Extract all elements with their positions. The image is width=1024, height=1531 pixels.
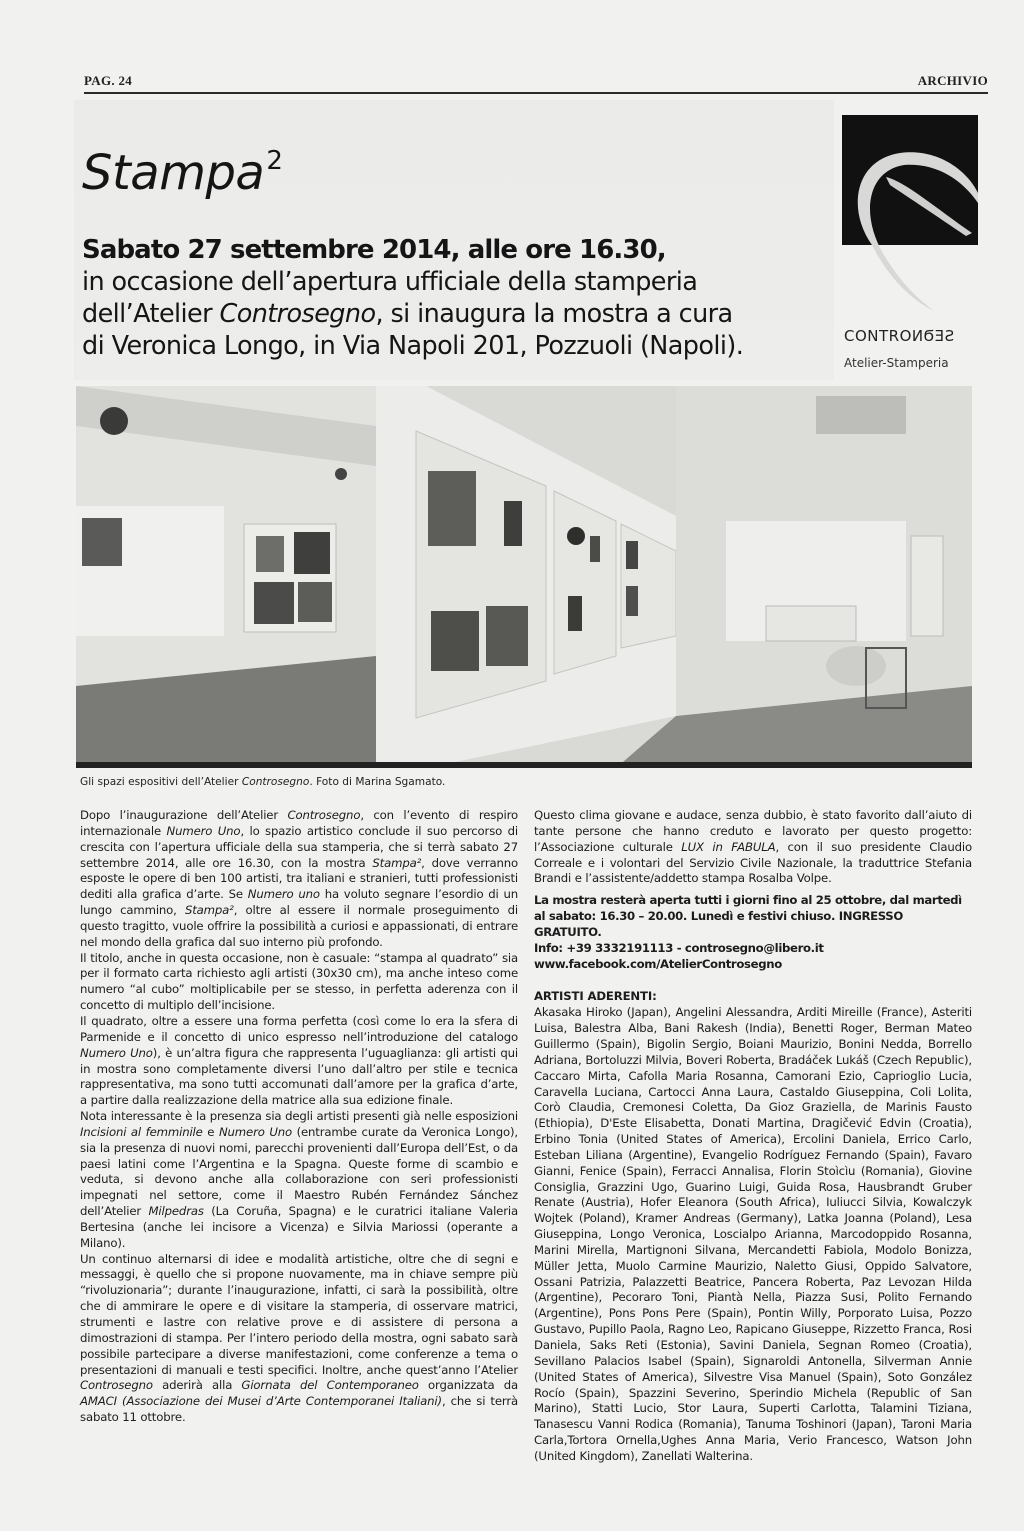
controsegno-logo xyxy=(840,113,990,375)
italic-run: Giornata del Contemporaneo xyxy=(241,1378,419,1393)
lead-line-3-italic: Controsegno xyxy=(219,299,376,329)
italic-run: Incisioni al femminile xyxy=(80,1124,203,1139)
text-run: , con il suo presidente Claudio Correale e i volontari del Servizio Civile Nazionale, la traduttrice Stefania Brandi e l’assistente/addetto stampa Rosalba Volpe. xyxy=(534,839,972,886)
italic-run: AMACI (Associazione dei Musei d’Arte Contemporanei Italiani) xyxy=(80,1394,442,1409)
lead-date-line: Sabato 27 settembre 2014, alle ore 16.30, xyxy=(82,235,666,265)
italic-run: Milpedras xyxy=(148,1204,204,1219)
caption-text-a: Gli spazi espositivi dell’Atelier xyxy=(80,776,242,788)
text-run: , dove verranno esposte le opere di ben 100 artisti, tra italiani e stranieri, tutti professionisti dediti alla grafica d’arte. Se xyxy=(80,855,518,902)
text-run: Dopo l’inaugurazione dell’Atelier xyxy=(80,808,288,822)
title-superscript: 2 xyxy=(266,146,283,177)
italic-run: Numero Uno xyxy=(166,823,241,838)
italic-run: Numero uno xyxy=(247,887,320,902)
text-run: , oltre al essere il normale proseguimento di questo tragitto, vuole offrire la possibilità a curiosi e appassionati, di entrare nel mondo della grafica dal suo interno più profondo. xyxy=(80,903,518,949)
logo-subtitle: Atelier-Stamperia xyxy=(844,356,949,370)
artists-list: Akasaka Hiroko (Japan), Angelini Alessandra, Arditi Mireille (France), Asteriti Luisa, Balestra Alba, Bani Rakesh (India), Benetti Roger, Berman Mateo Guillermo (Spain), Bigolin Sergio, Boiani Maurizio, Bonini Nedda, Borrello Adriana, Bortoluzzi Milvia, Boveri Roberta, Bradáček Lukáš (Czech Republic), Caccaro Mirta, Cafolla Maria Rosanna, Camorani Ezio, Caprioglio Lucia, Caravella Luciana, Cartocci Anna Laura, Castaldo Giuseppina, Coli Lolita, Corò Claudia, Cremonesi Coletta, Da Gioz Graziella, de Marinis Fausto (Ethiopia), D'Este Elisabetta, Donati Martina, Dragičević Edvin (Croatia), Erbino Tonia (United States of America), Ercolini Daniela, Errico Carlo, Esteban Liliana (Argentine), Evangelio Rodríguez Fernando (Spain), Favaro Gianni, Fenice (Spain), Ferracci Annalisa, Florin Stoìcìu (Romania), Giovine Consiglia, Grazzini Ugo, Guarino Luigi, Guida Rosa, Hausbrandt Gruber Renate (Austria), Hofer Eleanora (South Africa), Iuliucci Silvia, Kowalczyk Wojtek (Poland), Kramer Andreas (Germany), Latka Joanna (Poland), Lesa Giuseppina, Longo Veronica, Loscialpo Arianna, Marcodoppido Rosanna, Marini Mirella, Martignoni Silvana, Mercandetti Fabiola, Modolo Bonizza, Müller Jetta, Muolo Carmine Maurizio, Naletto Giusi, Oppido Salvatore, Ossani Patrizia, Palazzetti Beatrice, Pancera Roberta, Paz Levozan Hilda (Argentine), Pecoraro Toni, Piantà Nella, Piazza Susi, Polito Fernando (Argentine), Pons Pons Pere (Spain), Pontin Willy, Porporato Luisa, Pozzo Gustavo, Pupillo Paola, Ragno Leo, Rapicano Giuseppe, Rizzetto Franca, Rosi Daniela, Saks Reti (Estonia), Savini Daniela, Segnan Romeo (Croatia), Sevillano Palacios Isabel (Spain), Signaroldi Antonella, Silverman Annie (United States of America), Silvestre Visa Manuel (Spain), Soto González Rocío (Spain), Spazzini Severino, Sperindio Michela (Republic of San Marino), Statti Lucio, Stor Laura, Superti Carlotta, Talamini Tiziana, Tanasescu Vanni Rodica (Romania), Tanuma Toshinori (Japan), Taroni Maria Carla,Tortora Ornella,Ughes Anna Maria, Verio Francesco, Watson John (United Kingdom), Zanellati Walterina. xyxy=(534,1005,972,1463)
text-run: organizzata da xyxy=(418,1378,518,1393)
text-run: Il quadrato, oltre a essere una forma perfetta (così come lo era la sfera di Parmenide e il concetto di unico espresso nell’introduzione del catalogo xyxy=(80,1013,518,1044)
italic-run: Controsegno xyxy=(287,808,361,822)
logo-name: CONTROИϬƎƧ xyxy=(844,327,955,345)
article-right-column xyxy=(534,808,972,1465)
opening-hours: La mostra resterà aperta tutti i giorni fino al 25 ottobre, dal martedì al sabato: 16.30 – 20.00. Lunedì e festivi chiuso. INGRESSO GRATUITO. xyxy=(534,893,962,939)
text-run: aderirà alla xyxy=(152,1378,242,1393)
text-run: ha voluto segnare l’esordio di un lungo cammino, xyxy=(80,887,518,918)
contact-info[interactable]: Info: +39 3332191113 - controsegno@libero.it xyxy=(534,940,824,955)
article-left-column xyxy=(80,808,518,1426)
lead-paragraph xyxy=(82,234,822,362)
text-run: Il titolo, anche in questa occasione, non è casuale: “stampa al quadrato” sia per il formato carta richiesto agli artisti (30x30 cm), ma anche inteso come numero “al cubo” moltiplicabile per se stesso, in perfetta aderenza con il concetto di multiplo dell’incisione. xyxy=(80,950,518,1013)
italic-run: Numero Uno xyxy=(218,1124,292,1139)
page-header xyxy=(84,68,988,94)
gallery-photo-image xyxy=(76,386,972,768)
paragraph xyxy=(80,1252,518,1426)
text-run: (La Coruña, Spagna) e le curatrici italiane Valeria Bertesina (anche lei incisore a Vicenza) e Silvia Mariossi (operante a Milano). xyxy=(80,1204,518,1250)
exhibition-info xyxy=(534,893,972,972)
text-run: ), è un’altra figura che rappresenta l’uguaglianza: gli artisti qui in mostra sono completamente diversi l’uno dall’altro per stile e tecnica rappresentativa, ma sono tutti accomunati dall’amore per la grafica d’arte, a partire dalla realizzazione della matrice alla sua edizione finale. xyxy=(80,1045,518,1108)
text-run: , lo spazio artistico conclude il suo percorso di crescita con l’apertura ufficiale della sua stamperia, che si terrà sabato 27 settembre 2014, alle ore 16.30, con la mostra xyxy=(80,823,518,870)
italic-run: Controsegno xyxy=(80,1378,153,1393)
facebook-link[interactable]: www.facebook.com/AtelierControsegno xyxy=(534,956,782,971)
italic-run: Numero Uno xyxy=(80,1045,153,1060)
lead-line-3a: dell’Atelier xyxy=(82,299,220,329)
text-run: Un continuo alternarsi di idee e modalità artistiche, oltre che di segni e messaggi, è quello che si propone nuovamente, ma in chiave sempre più “rivoluzionaria”; durante l’inaugurazione, infatti, ci sarà la possibilità, oltre che di ammirare le opere e di visitare la stamperia, di osservare matrici, strumenti e lastre con relative prove e di assistere di persona a dimostrazioni di stampa. Per l’intero periodo della mostra, ogni sabato sarà possibile partecipare a diverse manifestazioni, come conferenze a tema o presentazioni di manuali e testi specifici. Inoltre, anche quest’anno l’Atelier xyxy=(80,1251,518,1377)
paragraph xyxy=(80,808,518,951)
lead-line-2: in occasione dell’apertura ufficiale della stamperia xyxy=(82,267,698,297)
text-run: Questo clima giovane e audace, senza dubbio, è stato favorito dall’aiuto di tante persone che hanno creduto e lavorato per questo progetto: l’Associazione culturale xyxy=(534,808,972,854)
caption-italic: Controsegno xyxy=(241,776,310,788)
italic-run: LUX in FABULA xyxy=(681,839,776,854)
text-run: , che si terrà sabato 11 ottobre. xyxy=(80,1394,518,1425)
text-run: e xyxy=(202,1124,219,1139)
logo-mark-icon xyxy=(842,115,982,315)
italic-run: Stampa² xyxy=(184,903,234,918)
italic-run: Stampa² xyxy=(372,855,422,870)
lead-line-4: di Veronica Longo, in Via Napoli 201, Pozzuoli (Napoli). xyxy=(82,331,744,361)
artists-heading: ARTISTI ADERENTI: xyxy=(534,989,657,1004)
section-name: ARCHIVIO xyxy=(917,73,988,88)
article-title xyxy=(82,145,282,201)
caption-text-b: . Foto di Marina Sgamato. xyxy=(309,776,446,788)
page-number: PAG. 24 xyxy=(84,73,133,88)
paragraph xyxy=(80,1109,518,1252)
paragraph xyxy=(80,1014,518,1109)
paragraph xyxy=(534,808,972,887)
paragraph xyxy=(80,951,518,1014)
text-run: Nota interessante è la presenza sia degli artisti presenti già nelle esposizioni xyxy=(80,1109,518,1124)
text-run: (entrambe curate da Veronica Longo), sia la presenza di nuovi nomi, parecchi provenienti dall’Europa dell’Est, o da paesi latini come l’Argentina e la Spagna. Queste forme di scambio e veduta, si devono anche alla collaborazione con seri professionisti impegnati nel settore, come il Maestro Rubén Fernández Sánchez dell’Atelier xyxy=(80,1124,518,1219)
photo-caption xyxy=(80,776,445,788)
lead-line-3b: , si inaugura la mostra a cura xyxy=(375,299,733,329)
title-text: Stampa xyxy=(82,145,265,202)
gallery-photo xyxy=(76,386,972,768)
text-run: , con l’evento di respiro internazionale xyxy=(80,808,518,838)
